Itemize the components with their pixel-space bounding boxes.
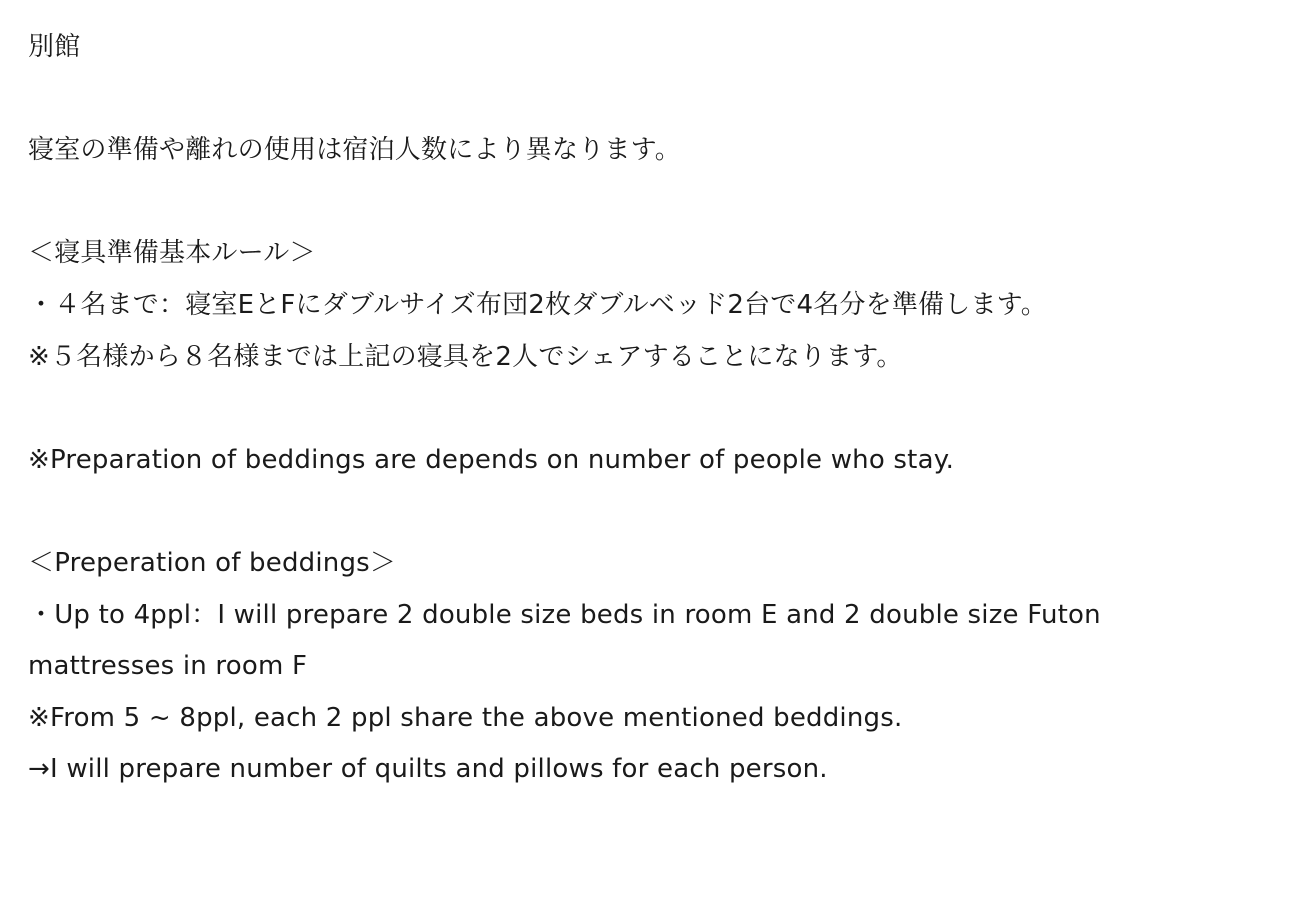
- rule-5-to-8-japanese: ※５名様から８名様までは上記の寝具を2人でシェアすることになります。: [28, 341, 903, 372]
- rule-up-to-4-english-line1: ・Up to 4ppl：I will prepare 2 double size beds in room E and 2 double size Futon: [28, 599, 1101, 630]
- rule-5-to-8-english: ※From 5 ~ 8ppl, each 2 ppl share the above mentioned beddings.: [28, 702, 903, 733]
- rule-up-to-4-japanese: ・４名まで：寝室EとFにダブルサイズ布団2枚ダブルベッド2台で4名分を準備します。: [28, 289, 1047, 320]
- rule-up-to-4-english-line2: mattresses in room F: [28, 651, 308, 682]
- spacer: [28, 177, 1278, 229]
- spacer: [28, 383, 1278, 435]
- spacer: [28, 486, 1278, 538]
- intro-japanese: 寝室の準備や離れの使用は宿泊人数により異なります。: [28, 135, 681, 166]
- rules-heading-english: ＜Preperation of beddings＞: [28, 547, 397, 578]
- spacer: [28, 74, 1278, 126]
- intro-english: ※Preparation of beddings are depends on number of people who stay.: [28, 444, 955, 475]
- quilts-note-english: →I will prepare number of quilts and pillows for each person.: [28, 754, 828, 785]
- rules-heading-japanese: ＜寝具準備基本ルール＞: [28, 238, 316, 269]
- document-body: [28, 22, 1278, 796]
- document-title: 別館: [28, 32, 81, 62]
